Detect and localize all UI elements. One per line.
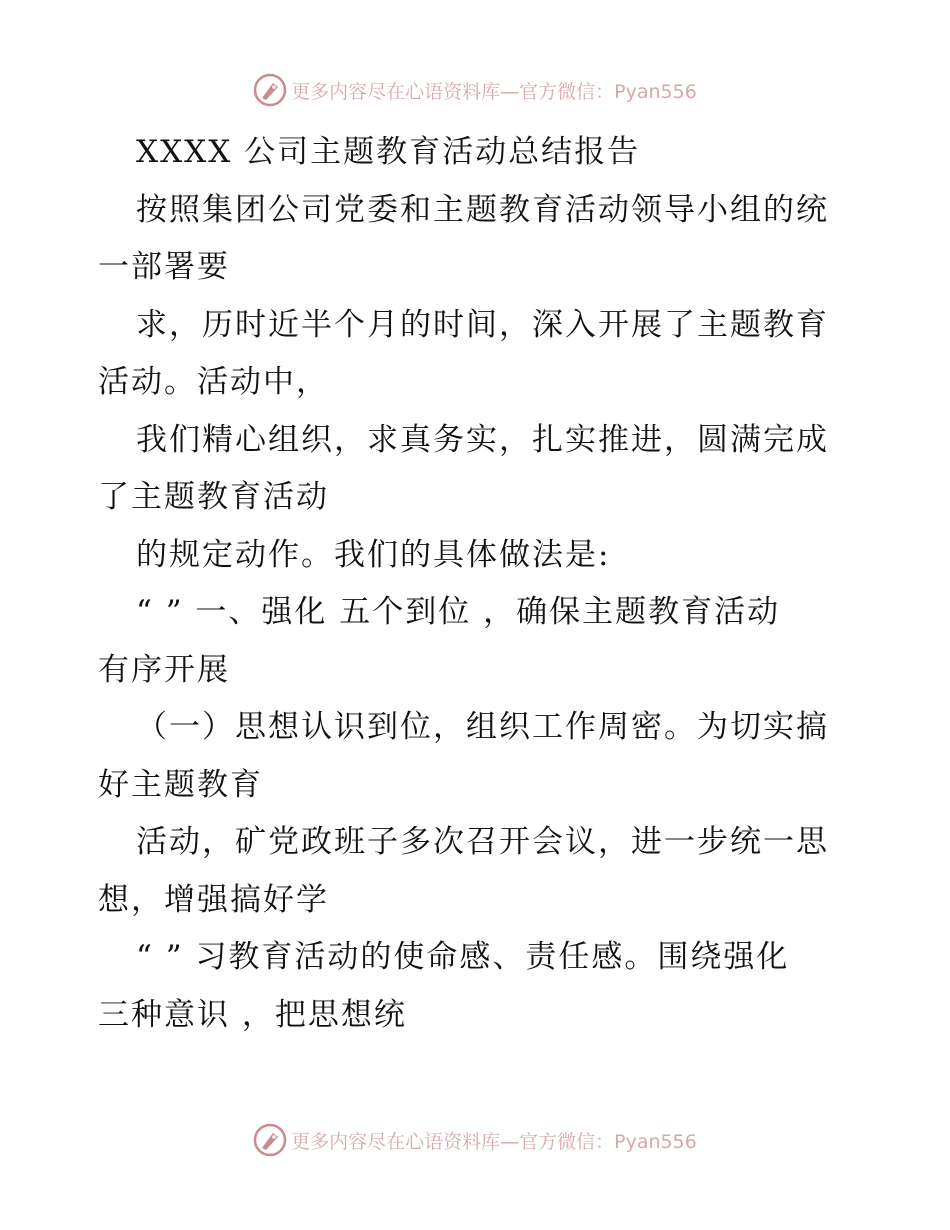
paragraph-line: 活动，矿党政班子多次召开会议，进一步统一思: [136, 824, 829, 860]
paragraph-line: 按照集团公司党委和主题教育活动领导小组的统: [136, 191, 829, 228]
paragraph-line: 了主题教育活动: [98, 479, 329, 515]
header-watermark: [0, 70, 950, 110]
section-heading-line: “ ” 一、强化 五个到位 ，确保主题教育活动: [136, 594, 781, 630]
watermark-text: 更多内容尽在心语资料库—官方微信：Pyan556: [291, 80, 697, 103]
paragraph-line: 我们精心组织，求真务实，扎实推进，圆满完成: [136, 421, 829, 458]
document-title: XXXX 公司主题教育活动总结报告: [136, 134, 641, 170]
pen-nib-logo-icon: [253, 1123, 287, 1157]
paragraph-line: 求，历时近半个月的时间，深入开展了主题教育: [136, 306, 829, 343]
subsection-heading-line: （一）思想认识到位，组织工作周密。为切实搞: [136, 709, 829, 745]
paragraph-line: 一部署要: [98, 249, 230, 285]
footer-watermark: [0, 1120, 950, 1160]
pen-nib-logo-icon: [253, 73, 287, 107]
watermark-text: 更多内容尽在心语资料库—官方微信：Pyan556: [291, 1130, 697, 1153]
document-body: [98, 124, 858, 1044]
paragraph-line: 的规定动作。我们的具体做法是:: [136, 536, 611, 573]
paragraph-line: 活动。活动中，: [98, 364, 329, 400]
paragraph-line: 想，增强搞好学: [98, 881, 329, 918]
paragraph-line: 三种意识 ，把思想统: [98, 996, 407, 1033]
paragraph-line: “ ” 习教育活动的使命感、责任感。围绕强化: [136, 939, 790, 975]
paragraph-line: 好主题教育: [98, 766, 263, 803]
section-heading-line: 有序开展: [98, 651, 230, 688]
